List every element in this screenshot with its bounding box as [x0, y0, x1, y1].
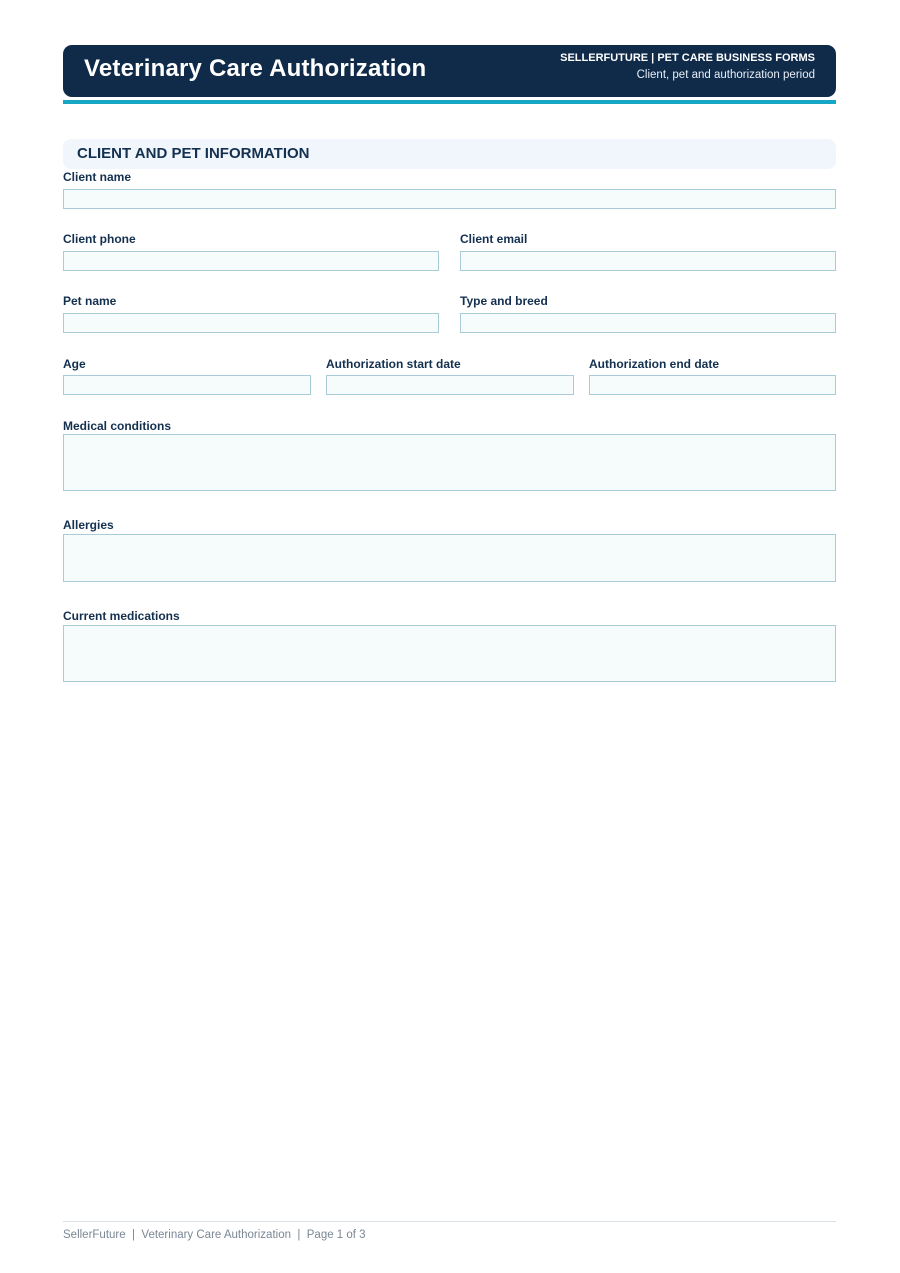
auth-end-field[interactable]	[589, 375, 836, 395]
section-header	[63, 139, 836, 169]
client-name-label: Client name	[63, 170, 132, 184]
header-subtitle: Client, pet and authorization period	[636, 69, 815, 81]
brand-line: SELLERFUTURE | PET CARE BUSINESS FORMS	[560, 52, 815, 64]
client-name-field[interactable]	[63, 189, 836, 209]
allergies-label: Allergies	[63, 518, 114, 532]
pet-name-label: Pet name	[63, 294, 117, 308]
client-phone-label: Client phone	[63, 232, 136, 246]
type-breed-label: Type and breed	[460, 294, 548, 308]
page-footer: SellerFuture | Veterinary Care Authorization | Page 1 of 3	[63, 1229, 366, 1241]
pet-name-field[interactable]	[63, 313, 439, 333]
form-title: Veterinary Care Authorization	[84, 55, 427, 82]
client-phone-field[interactable]	[63, 251, 439, 271]
auth-end-label: Authorization end date	[589, 357, 719, 371]
age-label: Age	[63, 357, 86, 371]
medical-conditions-field[interactable]	[63, 434, 836, 491]
auth-start-field[interactable]	[326, 375, 574, 395]
auth-start-label: Authorization start date	[326, 357, 461, 371]
section-title: CLIENT AND PET INFORMATION	[77, 145, 310, 162]
client-email-label: Client email	[460, 232, 528, 246]
form-header	[63, 45, 836, 97]
type-breed-field[interactable]	[460, 313, 836, 333]
allergies-field[interactable]	[63, 534, 836, 582]
client-email-field[interactable]	[460, 251, 836, 271]
footer-divider	[63, 1221, 836, 1222]
header-accent-rule	[63, 100, 836, 104]
age-field[interactable]	[63, 375, 311, 395]
medical-conditions-label: Medical conditions	[63, 419, 172, 433]
current-medications-field[interactable]	[63, 625, 836, 682]
current-medications-label: Current medications	[63, 609, 180, 623]
